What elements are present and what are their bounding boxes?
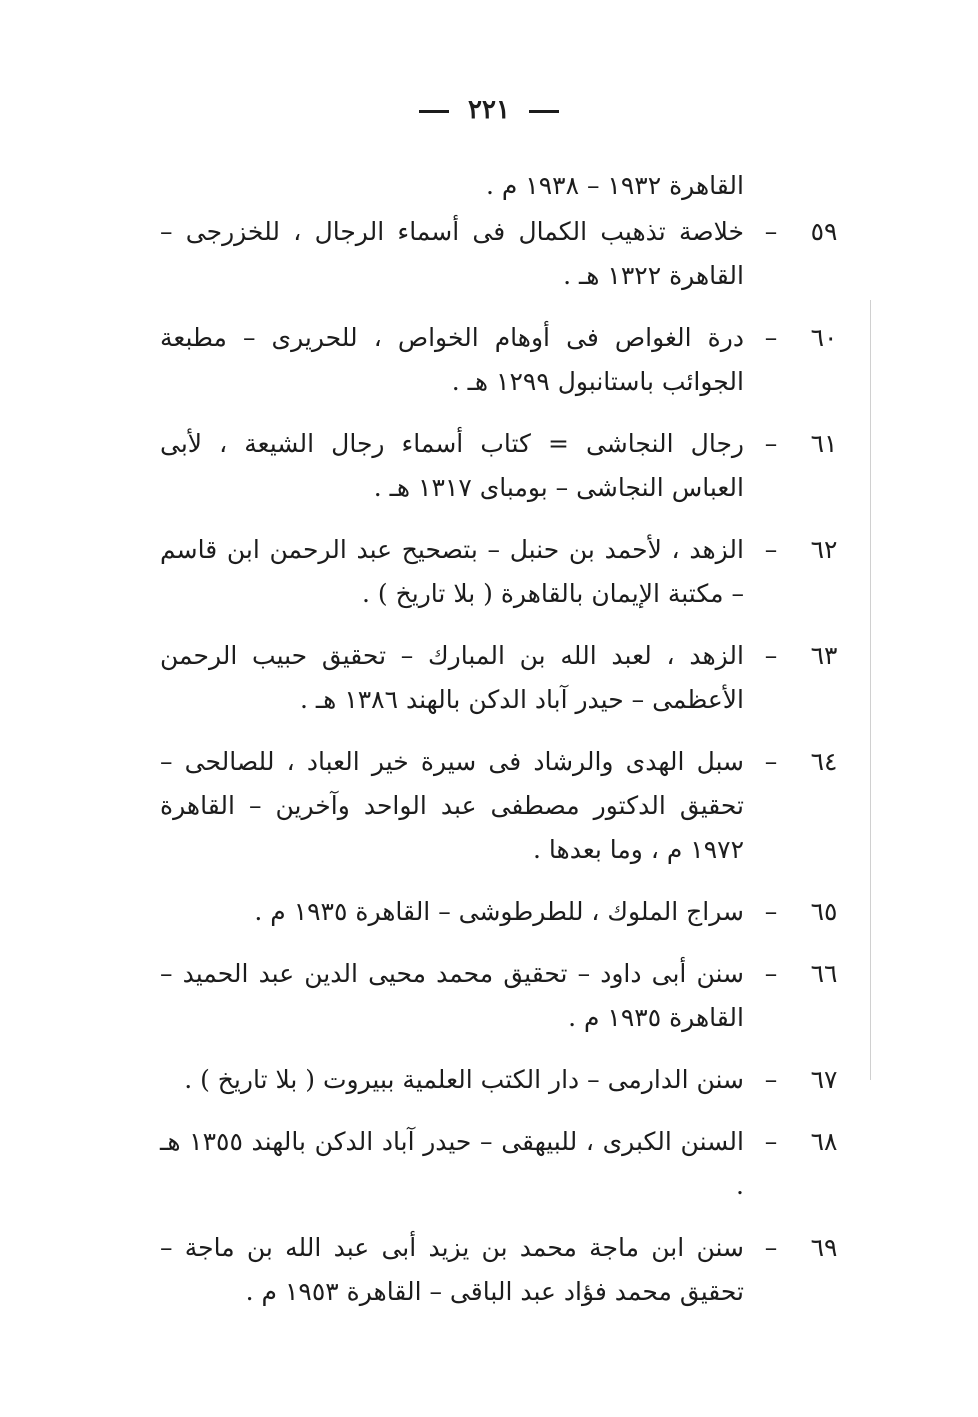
entry-dash: – (764, 747, 778, 776)
entry-number: ٥٩ (810, 217, 838, 246)
page-number-value: ٢٢١ (468, 95, 510, 125)
entry-number: ٦٢ (810, 535, 838, 564)
entry-text: الزهد ، لأحمد بن حنبل – بتصحيح عبد الرحمن ابن قاسم – مكتبة الإيمان بالقاهرة ( بلا تاريخ ) . (160, 535, 744, 608)
entry-dash: – (764, 1233, 778, 1262)
entry-number: ٦٥ (810, 897, 838, 926)
scan-edge-mark (870, 300, 871, 1080)
entry-number: ٦١ (810, 429, 838, 458)
entry-dash: – (764, 959, 778, 988)
entry-text: خلاصة تذهيب الكمال فى أسماء الرجال ، للخزرجى – القاهرة ١٣٢٢ هـ . (160, 217, 744, 290)
bibliography-entry (160, 890, 850, 934)
bibliography-list (160, 168, 850, 1332)
entry-text: سنن أبى داود – تحقيق محمد محيى الدين عبد الحميد – القاهرة ١٩٣٥ م . (160, 959, 744, 1032)
bibliography-entry (160, 1226, 850, 1314)
entry-dash: – (764, 323, 778, 352)
entry-number: ٦٠ (810, 323, 838, 352)
bibliography-entry (160, 1120, 850, 1208)
entry-dash: – (764, 217, 778, 246)
entry-number: ٦٨ (810, 1127, 838, 1156)
entry-text: سنن الدارمى – دار الكتب العلمية ببيروت ( بلا تاريخ ) . (184, 1065, 744, 1094)
entry-text: رجال النجاشى = كتاب أسماء رجال الشيعة ، لأبى العباس النجاشى – بومباى ١٣١٧ هـ . (160, 429, 744, 502)
entry-dash: – (764, 897, 778, 926)
entry-text: سبل الهدى والرشاد فى سيرة خير العباد ، للصالحى – تحقيق الدكتور مصطفى عبد الواحد وآخرين – القاهرة ١٩٧٢ م ، وما بعدها . (160, 747, 744, 864)
page-number (0, 95, 978, 125)
entry-number: ٦٩ (810, 1233, 838, 1262)
entry-number: ٦٣ (810, 641, 838, 670)
page-number-dash-right (529, 110, 559, 113)
entry-text: سنن ابن ماجة محمد بن يزيد أبى عبد الله بن ماجة – تحقيق محمد فؤاد عبد الباقى – القاهرة ١٩٥٣ م . (160, 1233, 744, 1306)
continuation-line: القاهرة ١٩٣٢ – ١٩٣٨ م . (485, 171, 744, 200)
entry-dash: – (764, 1127, 778, 1156)
bibliography-entry (160, 1058, 850, 1102)
entry-number: ٦٦ (810, 959, 838, 988)
bibliography-entry (160, 952, 850, 1040)
bibliography-entry (160, 316, 850, 404)
bibliography-entry (160, 422, 850, 510)
entry-text: السنن الكبرى ، للبيهقى – حيدر آباد الدكن بالهند ١٣٥٥ هـ . (160, 1127, 744, 1200)
page-number-dash-left (419, 110, 449, 113)
entry-text: سراج الملوك ، للطرطوشى – القاهرة ١٩٣٥ م . (254, 897, 744, 926)
entry-dash: – (764, 1065, 778, 1094)
entry-text: الزهد ، لعبد الله بن المبارك – تحقيق حبيب الرحمن الأعظمى – حيدر آباد الدكن بالهند ١٣٨٦ هـ . (160, 641, 744, 714)
entry-text: درة الغواص فى أوهام الخواص ، للحريرى – مطبعة الجوائب باستانبول ١٢٩٩ هـ . (160, 323, 744, 396)
entry-dash: – (764, 535, 778, 564)
entry-dash: – (764, 429, 778, 458)
entry-dash: – (764, 641, 778, 670)
bibliography-entry (160, 210, 850, 298)
entry-number: ٦٧ (810, 1065, 838, 1094)
entry-number: ٦٤ (810, 747, 838, 776)
bibliography-entry (160, 634, 850, 722)
bibliography-entry (160, 528, 850, 616)
bibliography-entry (160, 740, 850, 872)
